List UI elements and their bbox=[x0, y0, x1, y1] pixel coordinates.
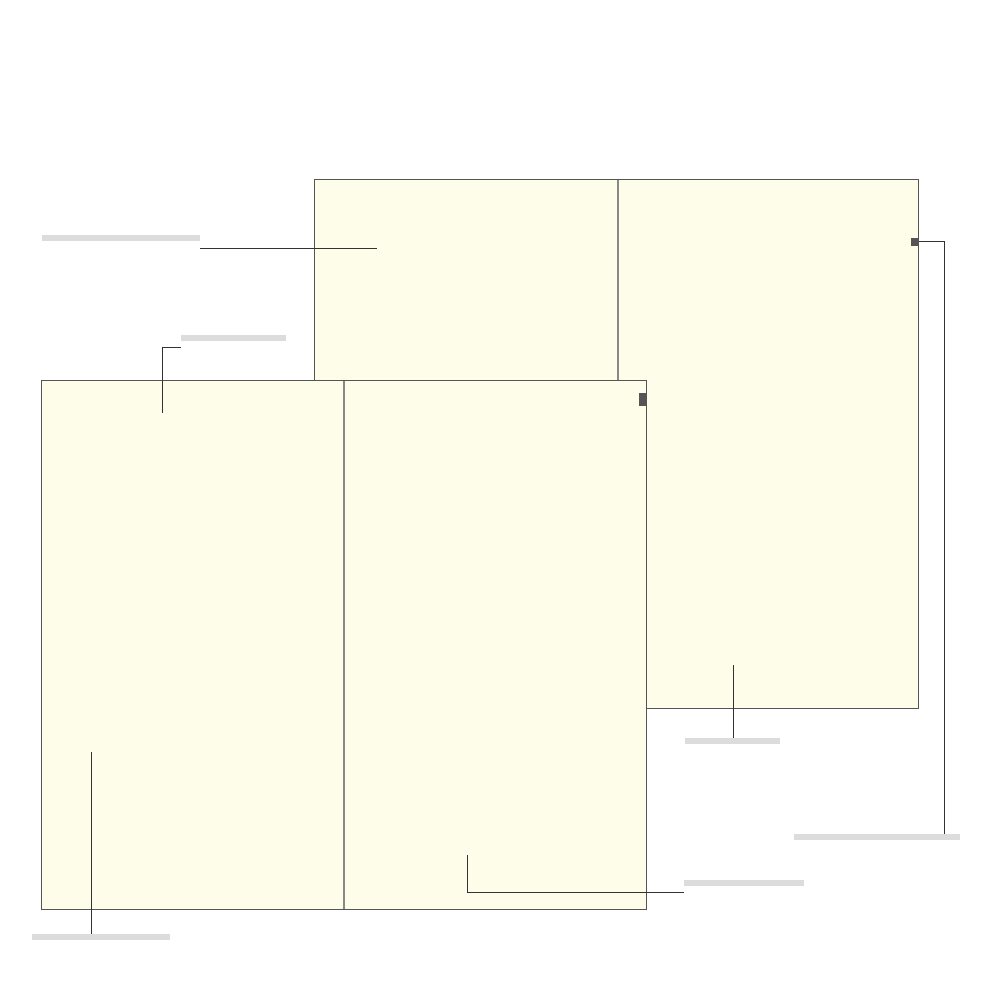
week-index-leader-v bbox=[944, 241, 945, 835]
important-memo-leader bbox=[200, 248, 377, 249]
vertical-cal-leader bbox=[91, 752, 92, 934]
monthly-block-spread bbox=[41, 380, 647, 910]
week-index-tag bbox=[794, 834, 960, 840]
month-index-tab[interactable] bbox=[639, 393, 647, 406]
monday-start-leader-h bbox=[162, 347, 181, 348]
week-index-leader-h bbox=[919, 241, 945, 242]
vertical-cal-tag bbox=[32, 934, 170, 940]
spread-gutter bbox=[343, 381, 345, 909]
monday-start-tag bbox=[181, 335, 286, 341]
memo-space-leader-v bbox=[467, 855, 468, 893]
monday-start-leader-v bbox=[162, 347, 163, 413]
split-memo-leader bbox=[733, 665, 734, 738]
memo-space-tag bbox=[684, 880, 804, 886]
memo-space-leader-h bbox=[467, 892, 684, 893]
split-memo-tag bbox=[685, 738, 780, 744]
week-index-tab[interactable] bbox=[911, 238, 919, 246]
important-memo-tag bbox=[42, 235, 200, 241]
